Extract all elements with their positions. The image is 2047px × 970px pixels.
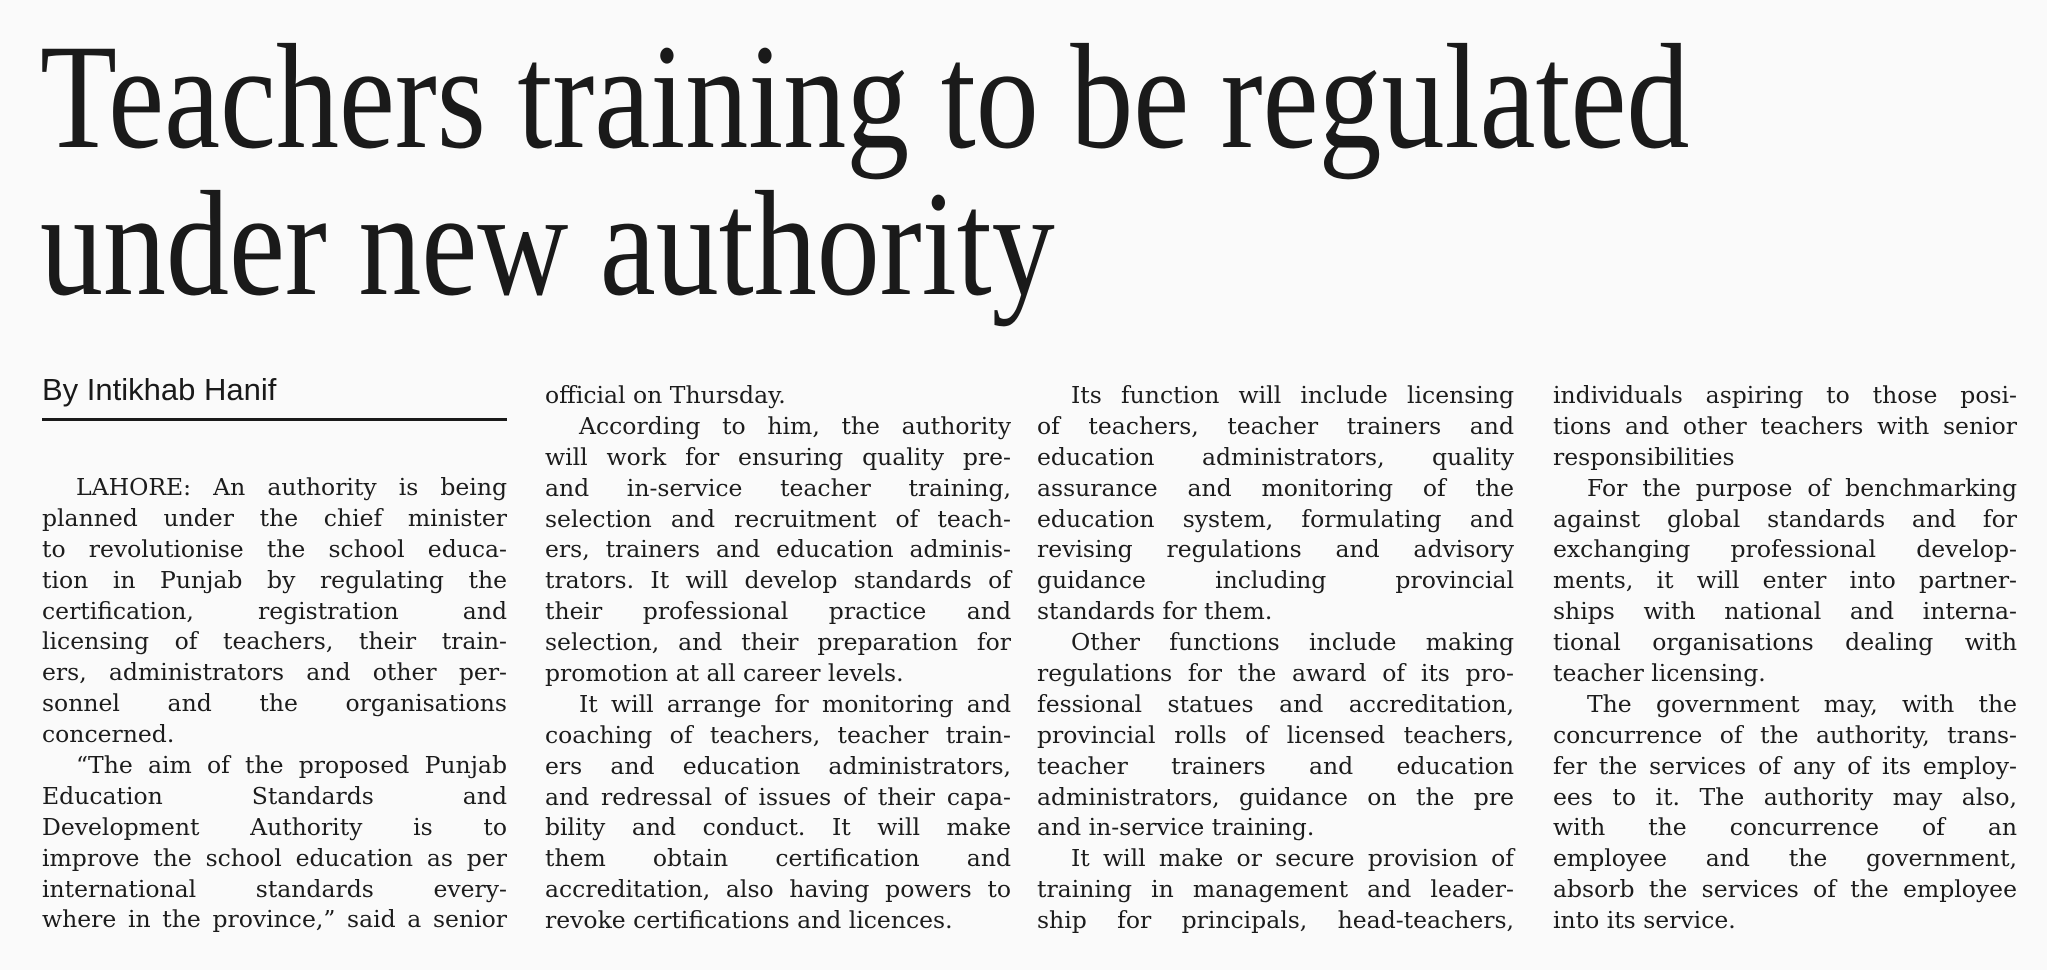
body-text-line: of teachers, teacher trainers and xyxy=(1037,411,1514,440)
body-text-line: education administrators, quality xyxy=(1037,442,1514,471)
body-text-line: LAHORE: An authority is being xyxy=(76,473,507,501)
body-text-line: concurrence of the authority, trans- xyxy=(1553,720,2017,749)
body-text-line: ship for principals, head-teachers, xyxy=(1037,906,1514,935)
body-text-line: The government may, with the xyxy=(1587,689,2017,718)
body-text-line: standards for them. xyxy=(1037,597,1273,626)
body-text-line: tional organisations dealing with xyxy=(1553,628,2017,657)
article-column-2 xyxy=(545,380,1011,936)
body-text-line: where in the province,” said a senior xyxy=(42,905,507,934)
body-text-line: For the purpose of benchmarking xyxy=(1587,473,2017,502)
body-text-line: accreditation, also having powers to xyxy=(545,875,1011,904)
body-text-line: coaching of teachers, teacher train- xyxy=(545,720,1011,749)
body-text-line: Development Authority is to xyxy=(42,812,507,841)
body-text-line: absorb the services of the employee xyxy=(1553,875,2017,904)
body-text-line: individuals aspiring to those posi- xyxy=(1553,381,2017,409)
body-text-line: concerned. xyxy=(42,720,175,749)
body-text-line: It will make or secure provision of xyxy=(1071,844,1514,873)
body-text-line: revising regulations and advisory xyxy=(1037,535,1514,564)
article-column-4 xyxy=(1553,380,2017,936)
body-text-line: Its function will include licensing xyxy=(1071,381,1514,409)
body-text-line: ers, trainers and education adminis- xyxy=(545,535,1011,564)
body-text-line: certification, registration and xyxy=(42,596,507,625)
headline-line: under new authority xyxy=(40,161,1055,327)
body-text-line: It will arrange for monitoring and xyxy=(579,689,1011,718)
body-text-line: responsibilities xyxy=(1553,442,1735,471)
body-text-line: regulations for the award of its pro- xyxy=(1037,659,1514,688)
body-text-line: with the concurrence of an xyxy=(1553,813,2017,842)
body-text-line: improve the school education as per xyxy=(42,843,507,872)
body-text-line: trators. It will develop standards of xyxy=(545,566,1011,595)
body-text-line: Other functions include making xyxy=(1071,628,1514,657)
body-text-line: teacher trainers and education xyxy=(1037,751,1514,780)
body-text-line: sonnel and the organisations xyxy=(42,689,507,718)
headline-line: Teachers training to be regulated xyxy=(40,14,1690,180)
body-text-line: fessional statues and accreditation, xyxy=(1037,689,1514,718)
body-text-line: ers and education administrators, xyxy=(545,751,1011,780)
body-text-line: and in-service training. xyxy=(1037,813,1315,842)
body-text-line: tions and other teachers with senior xyxy=(1553,411,2017,440)
body-text-line: their professional practice and xyxy=(545,597,1011,626)
body-text-line: fer the services of any of its employ- xyxy=(1553,751,2017,780)
body-text-line: ees to it. The authority may also, xyxy=(1553,782,2017,811)
body-text-line: According to him, the authority xyxy=(579,411,1011,440)
article-column-1 xyxy=(42,472,507,935)
body-text-line: international standards every- xyxy=(42,874,507,903)
body-text-line: official on Thursday. xyxy=(545,381,786,409)
byline: By Intikhab Hanif xyxy=(42,372,277,407)
body-text-line: education system, formulating and xyxy=(1037,504,1514,533)
body-text-line: training in management and leader- xyxy=(1037,875,1514,904)
body-text-line: into its service. xyxy=(1553,906,1736,935)
body-text-line: exchanging professional develop- xyxy=(1553,535,2017,564)
body-text-line: and in-service teacher training, xyxy=(545,473,1011,502)
body-text-line: planned under the chief minister xyxy=(42,503,507,532)
body-text-line: selection, and their preparation for xyxy=(545,628,1011,657)
body-text-line: to revolutionise the school educa- xyxy=(42,534,507,563)
body-text-line: bility and conduct. It will make xyxy=(545,813,1011,842)
body-text-line: ments, it will enter into partner- xyxy=(1553,566,2017,595)
headline xyxy=(40,0,1690,327)
article-column-3 xyxy=(1037,380,1514,936)
body-text-line: and redressal of issues of their capa- xyxy=(545,782,1011,811)
body-text-line: ers, administrators and other per- xyxy=(42,658,507,687)
body-text-line: will work for ensuring quality pre- xyxy=(545,442,1011,471)
body-text-line: administrators, guidance on the pre xyxy=(1037,782,1514,811)
byline-rule-divider xyxy=(42,418,507,421)
body-text-line: teacher licensing. xyxy=(1553,659,1766,688)
body-text-line: “The aim of the proposed Punjab xyxy=(76,751,507,780)
body-text-line: against global standards and for xyxy=(1553,504,2017,533)
body-text-line: selection and recruitment of teach- xyxy=(545,504,1011,533)
body-text-line: them obtain certification and xyxy=(545,844,1011,873)
body-text-line: licensing of teachers, their train- xyxy=(42,627,507,656)
body-text-line: assurance and monitoring of the xyxy=(1037,473,1514,502)
body-text-line: ships with national and interna- xyxy=(1553,597,2017,626)
body-text-line: promotion at all career levels. xyxy=(545,659,904,688)
body-text-line: employee and the government, xyxy=(1553,844,2017,873)
body-text-line: tion in Punjab by regulating the xyxy=(42,565,507,594)
body-text-line: provincial rolls of licensed teachers, xyxy=(1037,720,1514,749)
body-text-line: guidance including provincial xyxy=(1037,566,1514,595)
body-text-line: revoke certifications and licences. xyxy=(545,906,953,935)
body-text-line: Education Standards and xyxy=(42,781,507,810)
